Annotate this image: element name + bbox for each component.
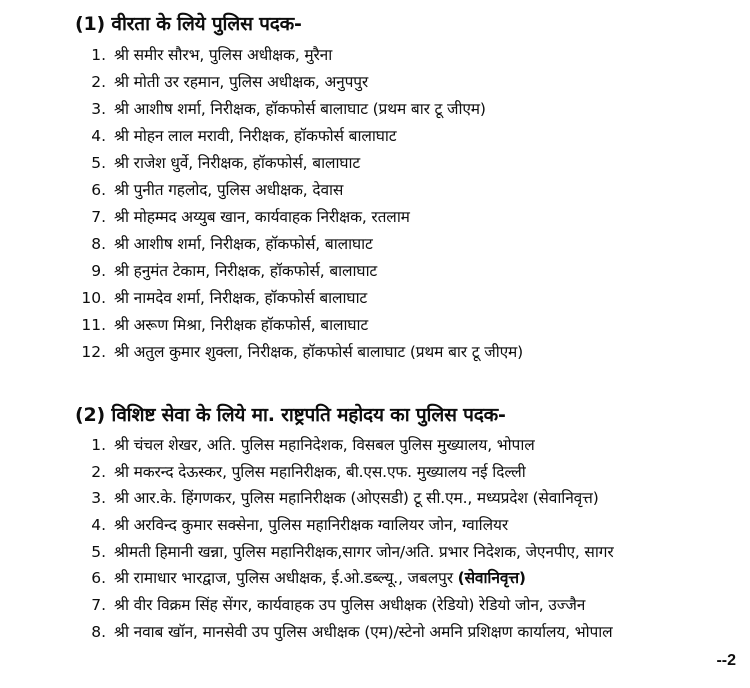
item-text: श्री पुनीत गहलोद, पुलिस अधीक्षक, देवास — [114, 181, 344, 199]
item-number: 6. — [91, 181, 106, 199]
item-text — [114, 459, 526, 486]
item-text-main: श्री मकरन्द देऊस्कर, पुलिस महानिरीक्षक, बी.एस.एफ. मुख्यालय नई दिल्ली — [114, 462, 526, 481]
item-text-bold: (सेवानिवृत्त) — [457, 569, 526, 588]
item-number: 12. — [81, 343, 106, 361]
list-item — [0, 459, 750, 486]
item-text-main: श्री अरविन्द कुमार सक्सेना, पुलिस महानिरीक्षक ग्वालियर जोन, ग्वालियर — [114, 516, 509, 535]
item-number: 1. — [91, 46, 106, 64]
list-item — [0, 539, 750, 566]
item-text: श्री अरूण मिश्रा, निरीक्षक हॉकफोर्स, बालाघाट — [114, 316, 369, 334]
section-1-heading: (1) वीरता के लिये पुलिस पदक- — [75, 13, 302, 35]
item-text-main: श्री चंचल शेखर, अति. पुलिस महानिदेशक, विसबल पुलिस मुख्यालय, भोपाल — [114, 436, 535, 454]
item-number: 4. — [91, 516, 106, 535]
list-item — [0, 258, 750, 285]
list-item — [0, 592, 750, 619]
list-item — [0, 69, 750, 96]
item-text: श्री आशीष शर्मा, निरीक्षक, हॉकफोर्स बालाघाट (प्रथम बार टू जीएम) — [114, 100, 486, 118]
list-item — [0, 150, 750, 177]
item-text-main: श्री वीर विक्रम सिंह सेंगर, कार्यवाहक उप पुलिस अधीक्षक (रेडियो) रेडियो जोन, उज्जैन — [114, 596, 586, 615]
item-number: 2. — [91, 73, 106, 91]
list-item — [0, 339, 750, 366]
section-2-heading: (2) विशिष्ट सेवा के लिये मा. राष्ट्रपति महोदय का पुलिस पदक- — [75, 404, 506, 426]
item-text: श्री आशीष शर्मा, निरीक्षक, हॉकफोर्स, बालाघाट — [114, 235, 373, 253]
list-item — [0, 123, 750, 150]
item-text-main: श्रीमती हिमानी खन्ना, पुलिस महानिरीक्षक,सागर जोन/अति. प्रभार निदेशक, जेएनपीए, सागर — [114, 542, 614, 561]
list-item — [0, 231, 750, 258]
item-text — [114, 592, 585, 619]
item-number: 2. — [91, 462, 106, 481]
item-number: 5. — [91, 542, 106, 561]
item-text: श्री मोहन लाल मरावी, निरीक्षक, हॉकफोर्स बालाघाट — [114, 127, 397, 145]
list-item — [0, 619, 750, 646]
item-number: 3. — [91, 489, 106, 508]
item-number: 7. — [91, 596, 106, 615]
section-2-list — [0, 432, 750, 646]
list-item — [0, 42, 750, 69]
item-text: श्री मोहम्मद अय्युब खान, कार्यवाहक निरीक्षक, रतलाम — [114, 208, 410, 226]
item-text: श्री मोती उर रहमान, पुलिस अधीक्षक, अनुपपुर — [114, 73, 369, 91]
item-number: 8. — [91, 622, 106, 641]
item-text: श्री अतुल कुमार शुक्ला, निरीक्षक, हॉकफोर्स बालाघाट (प्रथम बार टू जीएम) — [114, 343, 524, 361]
item-number: 7. — [91, 208, 106, 226]
item-text: श्री समीर सौरभ, पुलिस अधीक्षक, मुरैना — [114, 46, 333, 64]
item-text-main: श्री रामाधार भारद्वाज, पुलिस अधीक्षक, ई.ओ.डब्ल्यू., जबलपुर — [114, 569, 458, 588]
item-number: 6. — [91, 569, 106, 588]
item-text — [114, 619, 613, 646]
item-number: 4. — [91, 127, 106, 145]
section-1-list — [0, 42, 750, 366]
list-item — [0, 204, 750, 231]
item-number: 9. — [91, 262, 106, 280]
list-item — [0, 432, 750, 459]
list-item — [0, 285, 750, 312]
item-number: 1. — [91, 436, 106, 454]
page-number: --2 — [716, 652, 736, 669]
item-text — [114, 485, 599, 512]
item-number: 5. — [91, 154, 106, 172]
item-number: 8. — [91, 235, 106, 253]
item-text: श्री हनुमंत टेकाम, निरीक्षक, हॉकफोर्स, बालाघाट — [114, 262, 378, 280]
list-item — [0, 565, 750, 592]
list-item — [0, 312, 750, 339]
item-number: 3. — [91, 100, 106, 118]
item-number: 11. — [81, 316, 106, 334]
list-item — [0, 485, 750, 512]
item-text — [114, 512, 508, 539]
item-text-main: श्री नवाब खॉन, मानसेवी उप पुलिस अधीक्षक (एम)/स्टेनो अमनि प्रशिक्षण कार्यालय, भोपाल — [114, 622, 613, 641]
list-item — [0, 96, 750, 123]
list-item — [0, 512, 750, 539]
item-text: श्री नामदेव शर्मा, निरीक्षक, हॉकफोर्स बालाघाट — [114, 289, 368, 307]
list-item — [0, 177, 750, 204]
item-text — [114, 565, 526, 592]
item-text — [114, 539, 614, 566]
item-text: श्री राजेश धुर्वे, निरीक्षक, हॉकफोर्स, बालाघाट — [114, 154, 361, 172]
item-number: 10. — [81, 289, 106, 307]
item-text-main: श्री आर.के. हिंगणकर, पुलिस महानिरीक्षक (ओएसडी) टू सी.एम., मध्यप्रदेश (सेवानिवृत्त) — [114, 489, 599, 508]
item-text — [114, 432, 535, 459]
